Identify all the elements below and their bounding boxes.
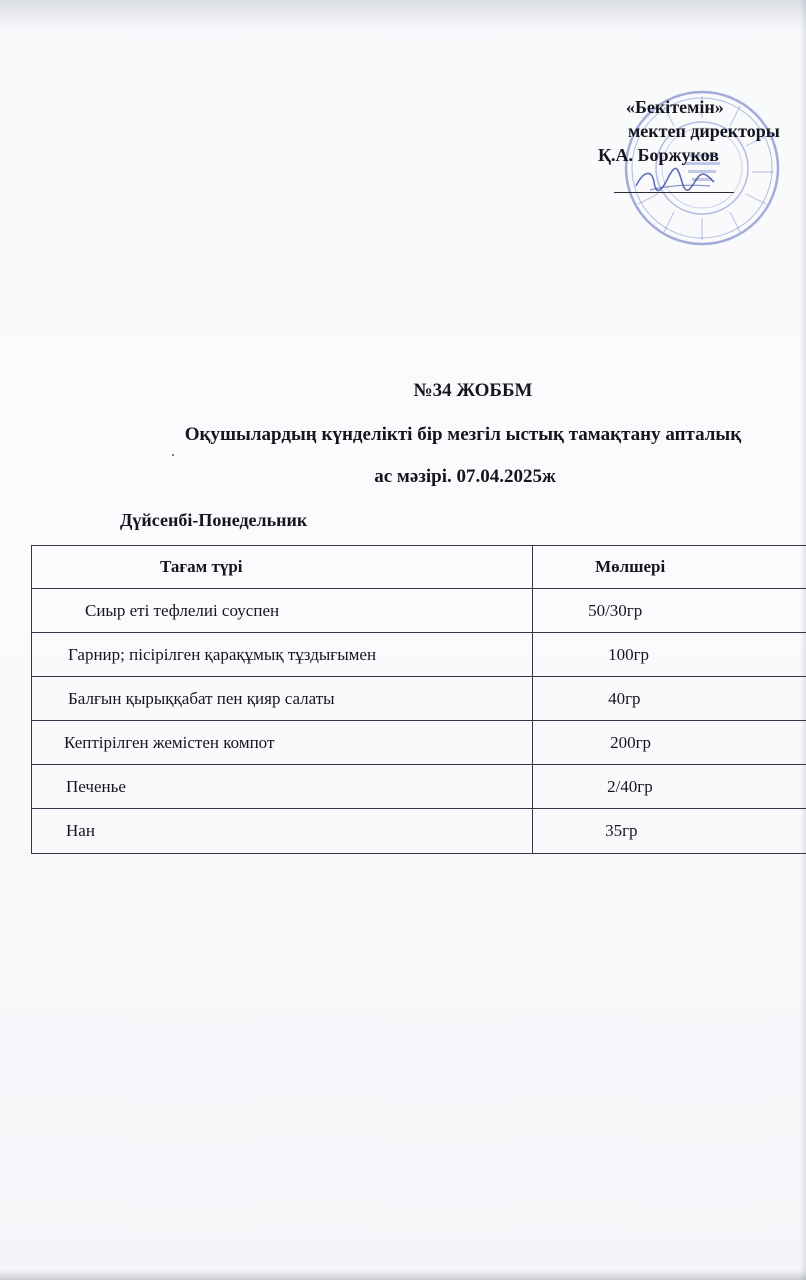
table-header-row xyxy=(32,546,806,589)
menu-table xyxy=(31,545,806,854)
approval-position: мектеп директоры xyxy=(628,121,780,141)
menu-title-line2: ас мәзірі. 07.04.2025ж xyxy=(374,466,556,487)
approval-director-name: Қ.А. Боржуков xyxy=(598,145,719,165)
header-dish-type: Тағам түрі xyxy=(32,546,533,589)
table-row xyxy=(32,589,806,633)
table-row xyxy=(32,721,806,765)
dish-quantity: 50/30гр xyxy=(533,589,806,633)
table-row xyxy=(32,809,806,854)
school-name: №34 ЖОББМ xyxy=(413,380,533,401)
dish-quantity: 40гр xyxy=(533,677,806,721)
scan-bottom-edge xyxy=(0,1270,806,1280)
dish-quantity: 2/40гр xyxy=(533,765,806,809)
signature-icon xyxy=(630,160,720,200)
header-quantity: Мөлшері xyxy=(533,546,806,589)
dish-name: Сиыр еті тефлелиі соуспен xyxy=(32,589,533,633)
scan-top-shadow xyxy=(0,0,806,28)
dish-name: Нан xyxy=(32,809,533,854)
dish-name: Гарнир; пісірілген қарақұмық тұздығымен xyxy=(32,633,533,677)
dish-quantity: 100гр xyxy=(533,633,806,677)
dish-name: Кептірілген жемістен компот xyxy=(32,721,533,765)
table-row xyxy=(32,677,806,721)
dish-name: Балғын қырыққабат пен қияр салаты xyxy=(32,677,533,721)
approval-heading: «Бекітемін» xyxy=(626,97,724,117)
dish-name: Печенье xyxy=(32,765,533,809)
menu-title-line1: Оқушылардың күнделікті бір мезгіл ыстық тамақтану апталық xyxy=(184,424,742,445)
dish-quantity: 200гр xyxy=(533,721,806,765)
dish-quantity: 35гр xyxy=(533,809,806,854)
table-row xyxy=(32,633,806,677)
day-heading: Дүйсенбі-Понедельник xyxy=(120,510,308,530)
table-row xyxy=(32,765,806,809)
speck xyxy=(172,454,174,456)
